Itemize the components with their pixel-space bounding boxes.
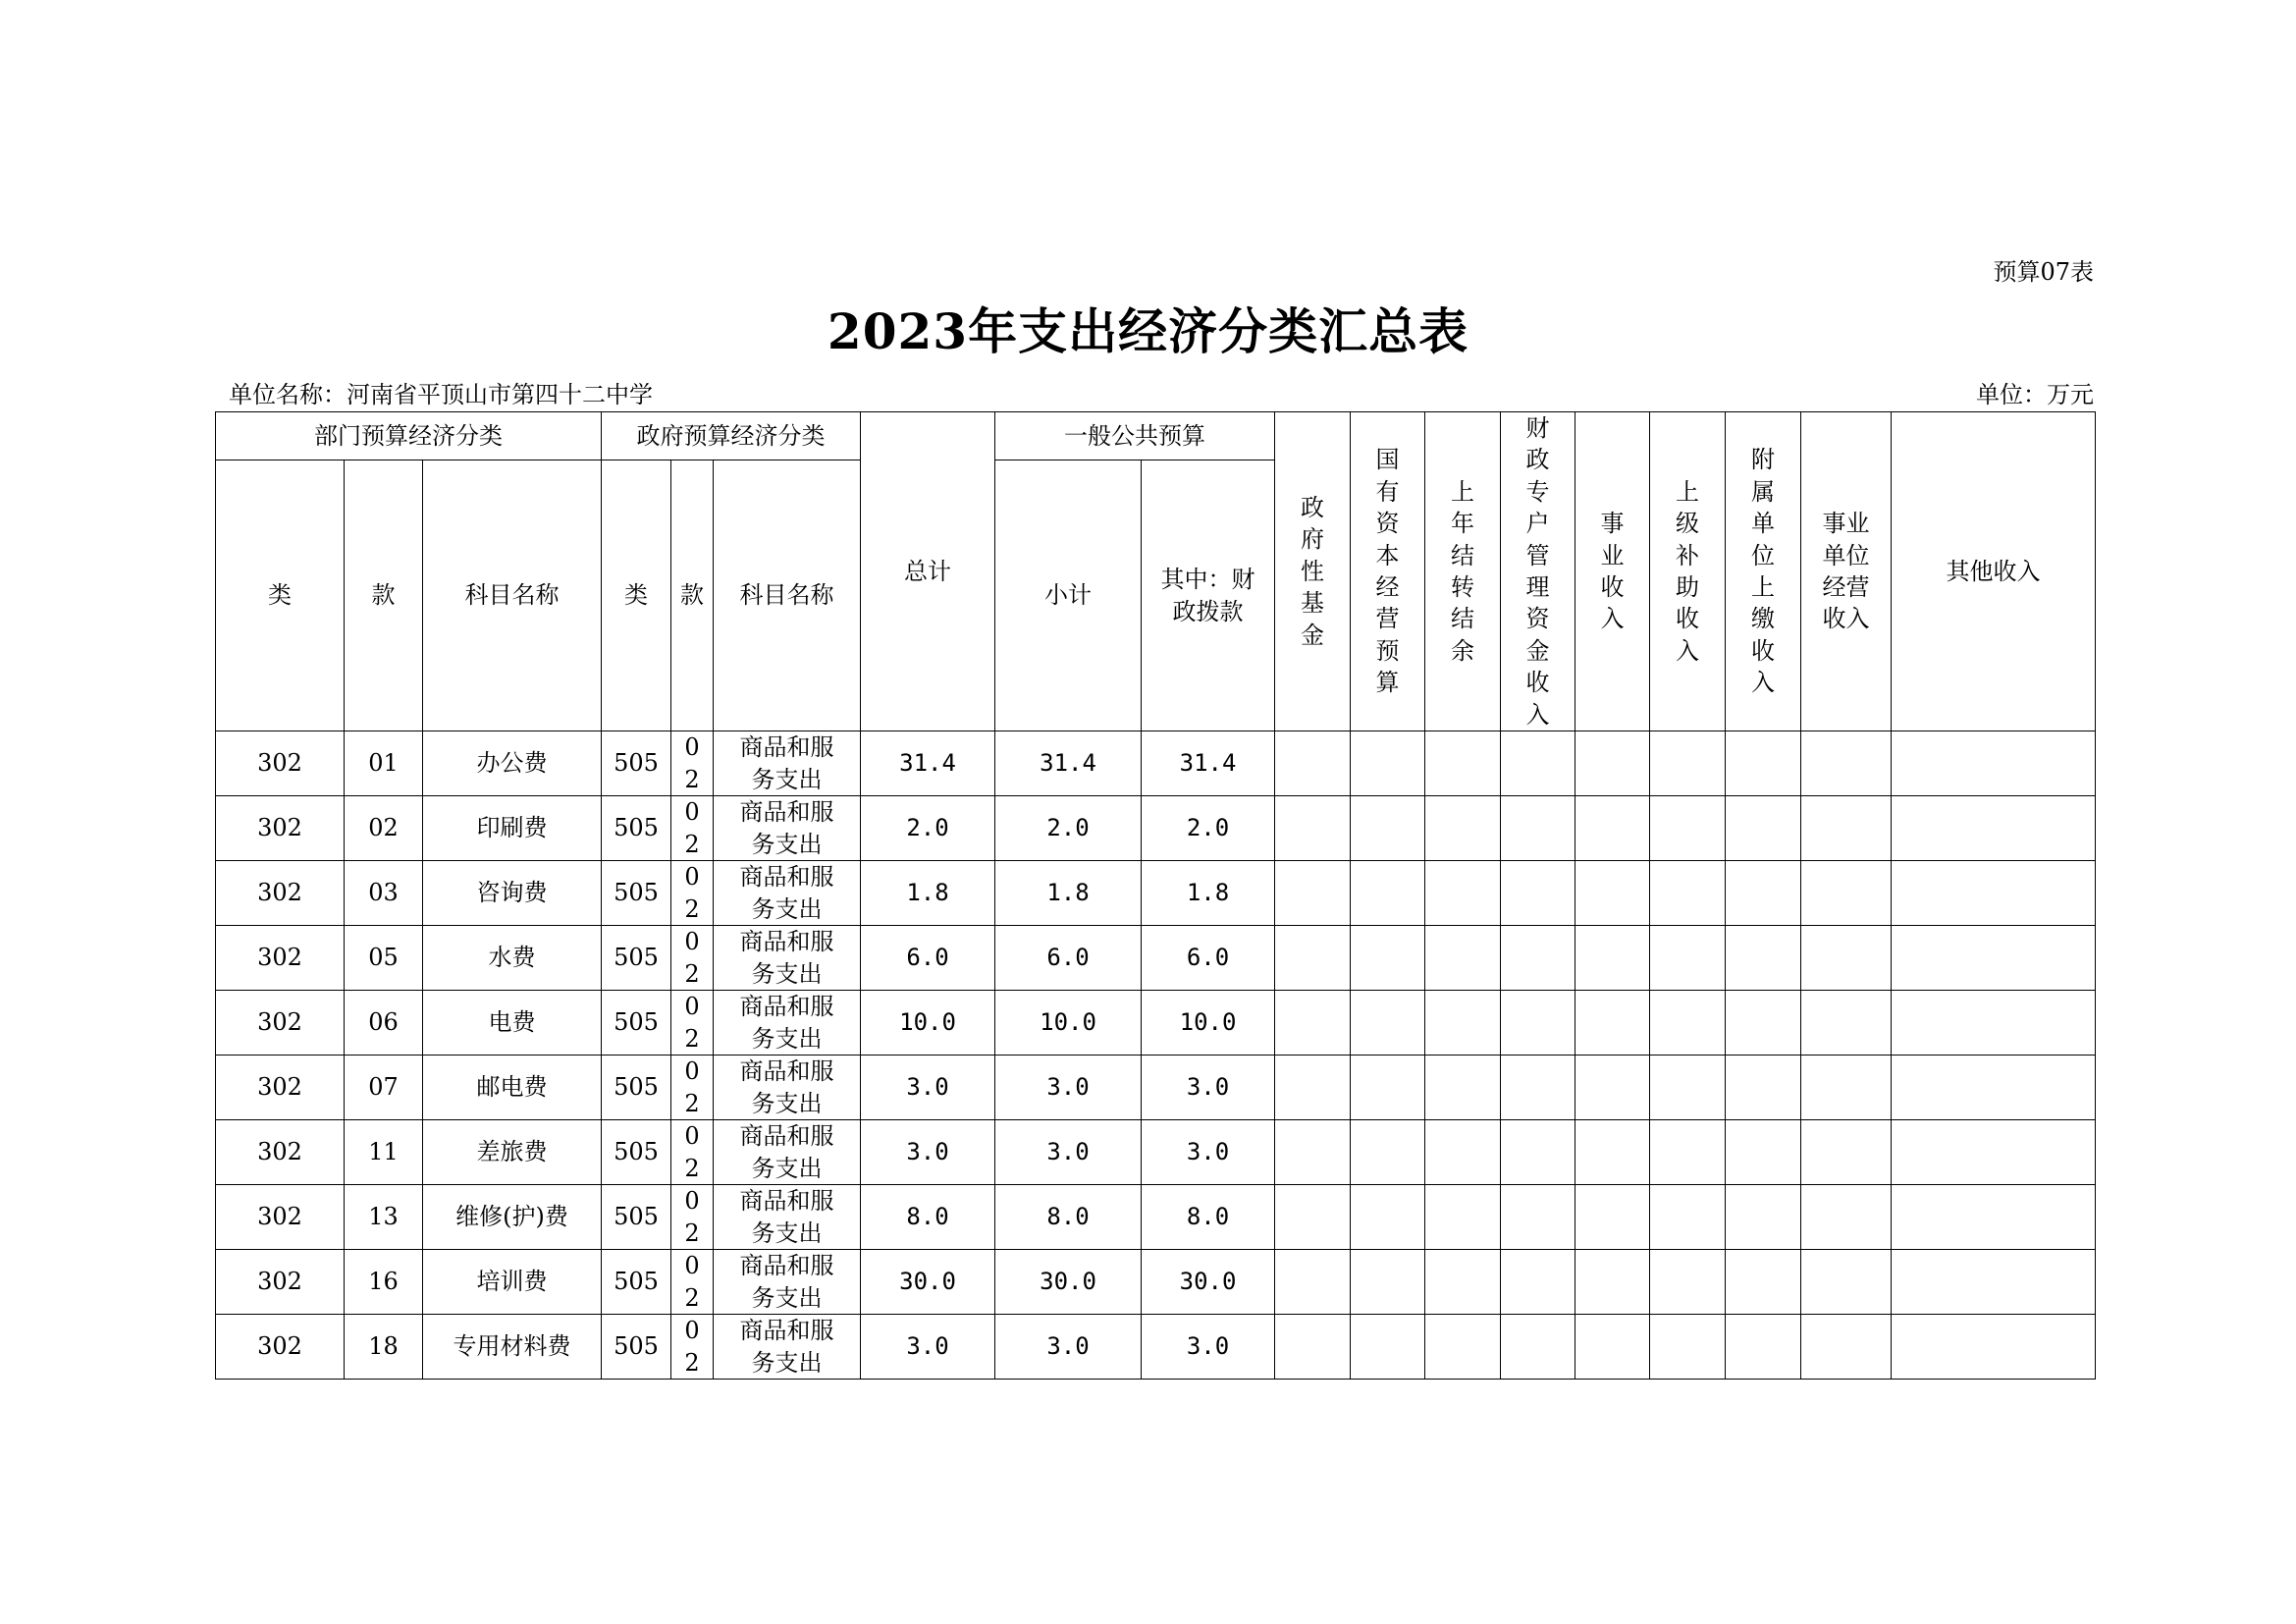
gov-fund-cell (1275, 1250, 1351, 1315)
total-cell: 3.0 (861, 1315, 995, 1380)
header-superior-subsidy: 上 级 补 助 收 入 (1650, 412, 1726, 731)
dept-lei-cell: 302 (216, 1315, 345, 1380)
special-account-cell (1501, 796, 1575, 861)
gov-subject-cell: 商品和服 务支出 (714, 861, 861, 926)
header-general-budget: 一般公共预算 (995, 412, 1275, 460)
dept-subject-cell: 培训费 (423, 1250, 602, 1315)
operating-income-cell (1801, 861, 1892, 926)
prev-carry-cell (1425, 991, 1501, 1056)
affiliated-payment-cell (1726, 1056, 1801, 1120)
state-capital-cell (1351, 1120, 1425, 1185)
prev-carry-cell (1425, 1250, 1501, 1315)
dept-subject-cell: 邮电费 (423, 1056, 602, 1120)
table-row (216, 1120, 2096, 1185)
dept-lei-cell: 302 (216, 991, 345, 1056)
superior-subsidy-cell (1650, 926, 1726, 991)
header-gov-kuan: 款 (671, 460, 714, 731)
table-row (216, 926, 2096, 991)
gov-kuan-cell: 0 2 (671, 861, 714, 926)
business-income-cell (1575, 1250, 1650, 1315)
header-row-1 (216, 412, 2096, 460)
dept-kuan-cell: 16 (345, 1250, 423, 1315)
total-cell: 10.0 (861, 991, 995, 1056)
header-dept-econ: 部门预算经济分类 (216, 412, 602, 460)
gov-kuan-cell: 0 2 (671, 1315, 714, 1380)
table-row (216, 991, 2096, 1056)
special-account-cell (1501, 1056, 1575, 1120)
table-row (216, 731, 2096, 796)
dept-kuan-cell: 13 (345, 1185, 423, 1250)
subtotal-cell: 8.0 (995, 1185, 1142, 1250)
state-capital-cell (1351, 861, 1425, 926)
dept-kuan-cell: 02 (345, 796, 423, 861)
other-income-cell (1892, 1185, 2096, 1250)
affiliated-payment-cell (1726, 1120, 1801, 1185)
header-total: 总计 (861, 412, 995, 731)
special-account-cell (1501, 1250, 1575, 1315)
gov-kuan-cell: 0 2 (671, 1250, 714, 1315)
business-income-cell (1575, 731, 1650, 796)
subtotal-cell: 2.0 (995, 796, 1142, 861)
total-cell: 2.0 (861, 796, 995, 861)
affiliated-payment-cell (1726, 1185, 1801, 1250)
gov-fund-cell (1275, 731, 1351, 796)
prev-carry-cell (1425, 1056, 1501, 1120)
special-account-cell (1501, 731, 1575, 796)
gov-lei-cell: 505 (602, 1185, 671, 1250)
dept-kuan-cell: 18 (345, 1315, 423, 1380)
subtotal-cell: 6.0 (995, 926, 1142, 991)
special-account-cell (1501, 1120, 1575, 1185)
gov-subject-cell: 商品和服 务支出 (714, 731, 861, 796)
gov-fund-cell (1275, 1120, 1351, 1185)
header-dept-subject: 科目名称 (423, 460, 602, 731)
other-income-cell (1892, 731, 2096, 796)
gov-fund-cell (1275, 1056, 1351, 1120)
header-fiscal: 其中：财 政拨款 (1142, 460, 1275, 731)
gov-lei-cell: 505 (602, 1120, 671, 1185)
fiscal-cell: 3.0 (1142, 1315, 1275, 1380)
gov-kuan-cell: 0 2 (671, 1120, 714, 1185)
special-account-cell (1501, 991, 1575, 1056)
prev-carry-cell (1425, 796, 1501, 861)
dept-subject-cell: 水费 (423, 926, 602, 991)
total-cell: 3.0 (861, 1056, 995, 1120)
dept-subject-cell: 电费 (423, 991, 602, 1056)
dept-lei-cell: 302 (216, 1120, 345, 1185)
gov-kuan-cell: 0 2 (671, 991, 714, 1056)
table-row (216, 1250, 2096, 1315)
prev-carry-cell (1425, 926, 1501, 991)
dept-kuan-cell: 05 (345, 926, 423, 991)
special-account-cell (1501, 1315, 1575, 1380)
dept-subject-cell: 维修(护)费 (423, 1185, 602, 1250)
fiscal-cell: 3.0 (1142, 1120, 1275, 1185)
total-cell: 6.0 (861, 926, 995, 991)
operating-income-cell (1801, 1250, 1892, 1315)
subtotal-cell: 3.0 (995, 1120, 1142, 1185)
subtotal-cell: 3.0 (995, 1315, 1142, 1380)
dept-kuan-cell: 03 (345, 861, 423, 926)
other-income-cell (1892, 796, 2096, 861)
business-income-cell (1575, 861, 1650, 926)
gov-fund-cell (1275, 991, 1351, 1056)
dept-lei-cell: 302 (216, 1056, 345, 1120)
gov-fund-cell (1275, 1185, 1351, 1250)
table-row (216, 1056, 2096, 1120)
prev-carry-cell (1425, 1185, 1501, 1250)
gov-kuan-cell: 0 2 (671, 796, 714, 861)
gov-kuan-cell: 0 2 (671, 731, 714, 796)
operating-income-cell (1801, 796, 1892, 861)
superior-subsidy-cell (1650, 796, 1726, 861)
gov-fund-cell (1275, 926, 1351, 991)
gov-subject-cell: 商品和服 务支出 (714, 796, 861, 861)
subtotal-cell: 31.4 (995, 731, 1142, 796)
gov-subject-cell: 商品和服 务支出 (714, 1185, 861, 1250)
business-income-cell (1575, 1120, 1650, 1185)
affiliated-payment-cell (1726, 1315, 1801, 1380)
other-income-cell (1892, 1056, 2096, 1120)
operating-income-cell (1801, 1315, 1892, 1380)
header-state-capital: 国 有 资 本 经 营 预 算 (1351, 412, 1425, 731)
gov-lei-cell: 505 (602, 926, 671, 991)
fiscal-cell: 6.0 (1142, 926, 1275, 991)
total-cell: 8.0 (861, 1185, 995, 1250)
business-income-cell (1575, 1185, 1650, 1250)
state-capital-cell (1351, 1250, 1425, 1315)
prev-carry-cell (1425, 731, 1501, 796)
dept-subject-cell: 办公费 (423, 731, 602, 796)
state-capital-cell (1351, 991, 1425, 1056)
total-cell: 30.0 (861, 1250, 995, 1315)
gov-fund-cell (1275, 861, 1351, 926)
header-special-account: 财 政 专 户 管 理 资 金 收 入 (1501, 412, 1575, 731)
superior-subsidy-cell (1650, 991, 1726, 1056)
header-subtotal: 小计 (995, 460, 1142, 731)
fiscal-cell: 3.0 (1142, 1056, 1275, 1120)
other-income-cell (1892, 926, 2096, 991)
dept-lei-cell: 302 (216, 796, 345, 861)
gov-subject-cell: 商品和服 务支出 (714, 1315, 861, 1380)
gov-subject-cell: 商品和服 务支出 (714, 991, 861, 1056)
gov-lei-cell: 505 (602, 1315, 671, 1380)
dept-subject-cell: 印刷费 (423, 796, 602, 861)
superior-subsidy-cell (1650, 1250, 1726, 1315)
state-capital-cell (1351, 796, 1425, 861)
operating-income-cell (1801, 731, 1892, 796)
state-capital-cell (1351, 1315, 1425, 1380)
gov-lei-cell: 505 (602, 861, 671, 926)
gov-fund-cell (1275, 1315, 1351, 1380)
dept-subject-cell: 咨询费 (423, 861, 602, 926)
state-capital-cell (1351, 731, 1425, 796)
affiliated-payment-cell (1726, 926, 1801, 991)
affiliated-payment-cell (1726, 796, 1801, 861)
business-income-cell (1575, 991, 1650, 1056)
gov-kuan-cell: 0 2 (671, 1056, 714, 1120)
gov-fund-cell (1275, 796, 1351, 861)
special-account-cell (1501, 926, 1575, 991)
superior-subsidy-cell (1650, 1056, 1726, 1120)
unit-label: 单位：万元 (1976, 381, 2094, 408)
business-income-cell (1575, 796, 1650, 861)
dept-kuan-cell: 01 (345, 731, 423, 796)
other-income-cell (1892, 1250, 2096, 1315)
dept-subject-cell: 专用材料费 (423, 1315, 602, 1380)
state-capital-cell (1351, 1185, 1425, 1250)
header-gov-lei: 类 (602, 460, 671, 731)
state-capital-cell (1351, 1056, 1425, 1120)
header-gov-econ: 政府预算经济分类 (602, 412, 861, 460)
header-gov-fund: 政 府 性 基 金 (1275, 412, 1351, 731)
gov-lei-cell: 505 (602, 796, 671, 861)
fiscal-cell: 31.4 (1142, 731, 1275, 796)
table-row (216, 1185, 2096, 1250)
prev-carry-cell (1425, 1315, 1501, 1380)
operating-income-cell (1801, 1056, 1892, 1120)
dept-kuan-cell: 06 (345, 991, 423, 1056)
dept-subject-cell: 差旅费 (423, 1120, 602, 1185)
budget-table (215, 411, 2096, 1380)
fiscal-cell: 2.0 (1142, 796, 1275, 861)
header-dept-kuan: 款 (345, 460, 423, 731)
table-row (216, 796, 2096, 861)
prev-carry-cell (1425, 1120, 1501, 1185)
special-account-cell (1501, 861, 1575, 926)
other-income-cell (1892, 1120, 2096, 1185)
affiliated-payment-cell (1726, 731, 1801, 796)
dept-lei-cell: 302 (216, 731, 345, 796)
total-cell: 1.8 (861, 861, 995, 926)
subtotal-cell: 1.8 (995, 861, 1142, 926)
affiliated-payment-cell (1726, 1250, 1801, 1315)
affiliated-payment-cell (1726, 861, 1801, 926)
gov-lei-cell: 505 (602, 1250, 671, 1315)
superior-subsidy-cell (1650, 731, 1726, 796)
header-business-income: 事 业 收 入 (1575, 412, 1650, 731)
other-income-cell (1892, 861, 2096, 926)
affiliated-payment-cell (1726, 991, 1801, 1056)
operating-income-cell (1801, 926, 1892, 991)
gov-lei-cell: 505 (602, 731, 671, 796)
superior-subsidy-cell (1650, 1120, 1726, 1185)
dept-lei-cell: 302 (216, 1185, 345, 1250)
total-cell: 31.4 (861, 731, 995, 796)
table-code: 预算07表 (1993, 258, 2094, 286)
header-dept-lei: 类 (216, 460, 345, 731)
operating-income-cell (1801, 991, 1892, 1056)
header-other-income: 其他收入 (1892, 412, 2096, 731)
gov-subject-cell: 商品和服 务支出 (714, 1250, 861, 1315)
business-income-cell (1575, 1056, 1650, 1120)
fiscal-cell: 30.0 (1142, 1250, 1275, 1315)
header-prev-carry: 上 年 结 转 结 余 (1425, 412, 1501, 731)
operating-income-cell (1801, 1185, 1892, 1250)
subtotal-cell: 30.0 (995, 1250, 1142, 1315)
gov-subject-cell: 商品和服 务支出 (714, 1056, 861, 1120)
total-cell: 3.0 (861, 1120, 995, 1185)
prev-carry-cell (1425, 861, 1501, 926)
dept-lei-cell: 302 (216, 1250, 345, 1315)
other-income-cell (1892, 1315, 2096, 1380)
dept-lei-cell: 302 (216, 926, 345, 991)
dept-kuan-cell: 07 (345, 1056, 423, 1120)
subtotal-cell: 10.0 (995, 991, 1142, 1056)
operating-income-cell (1801, 1120, 1892, 1185)
superior-subsidy-cell (1650, 1315, 1726, 1380)
subtotal-cell: 3.0 (995, 1056, 1142, 1120)
state-capital-cell (1351, 926, 1425, 991)
table-row (216, 1315, 2096, 1380)
dept-lei-cell: 302 (216, 861, 345, 926)
superior-subsidy-cell (1650, 861, 1726, 926)
gov-lei-cell: 505 (602, 991, 671, 1056)
dept-kuan-cell: 11 (345, 1120, 423, 1185)
fiscal-cell: 8.0 (1142, 1185, 1275, 1250)
gov-subject-cell: 商品和服 务支出 (714, 926, 861, 991)
gov-kuan-cell: 0 2 (671, 926, 714, 991)
special-account-cell (1501, 1185, 1575, 1250)
gov-subject-cell: 商品和服 务支出 (714, 1120, 861, 1185)
fiscal-cell: 1.8 (1142, 861, 1275, 926)
header-operating-income: 事业 单位 经营 收入 (1801, 412, 1892, 731)
gov-lei-cell: 505 (602, 1056, 671, 1120)
gov-kuan-cell: 0 2 (671, 1185, 714, 1250)
fiscal-cell: 10.0 (1142, 991, 1275, 1056)
page-title: 2023年支出经济分类汇总表 (827, 302, 1469, 360)
header-gov-subject: 科目名称 (714, 460, 861, 731)
business-income-cell (1575, 1315, 1650, 1380)
business-income-cell (1575, 926, 1650, 991)
table-row (216, 861, 2096, 926)
unit-name: 单位名称：河南省平顶山市第四十二中学 (229, 381, 653, 408)
superior-subsidy-cell (1650, 1185, 1726, 1250)
header-affiliated-payment: 附 属 单 位 上 缴 收 入 (1726, 412, 1801, 731)
other-income-cell (1892, 991, 2096, 1056)
